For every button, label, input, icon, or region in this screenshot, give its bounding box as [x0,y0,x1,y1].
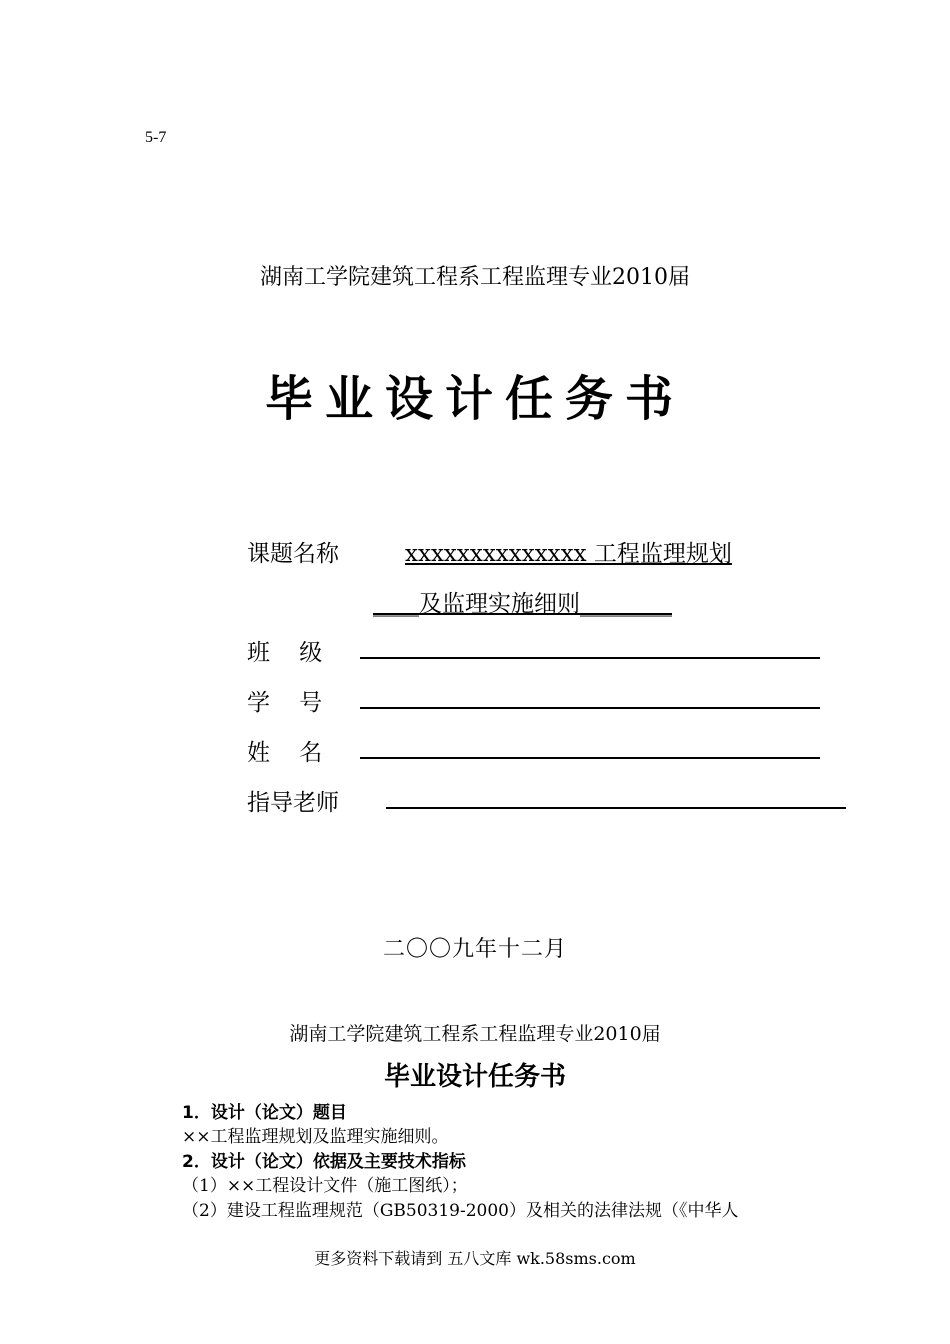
class-blank-line [360,657,820,659]
cover-header: 湖南工学院建筑工程系工程监理专业2010届 [260,265,690,290]
class-label: 班 级 [247,640,323,666]
section2-heading: 2．设计（论文）依据及主要技术指标 [182,1152,466,1172]
section2-item2: （2）建设工程监理规范（GB50319-2000）及相关的法律法规（《中华人 [182,1201,739,1221]
page-code: 5-7 [145,129,167,146]
content-title: 毕业设计任务书 [383,1062,566,1092]
topic-label: 课题名称 [247,541,339,567]
advisor-label: 指导老师 [247,790,339,816]
student-id-blank-line [360,707,820,709]
advisor-blank-line [386,807,846,809]
section2-item1: （1）××工程设计文件（施工图纸）； [182,1176,468,1196]
name-blank-line [360,757,820,759]
footer-text: 更多资料下载请到 五八文库 wk.58sms.com [314,1249,636,1268]
topic-value-line1: xxxxxxxxxxxxxx 工程监理规划 [405,541,732,567]
name-label: 姓 名 [247,740,323,766]
cover-title: 毕业设计任务书 [264,371,685,427]
student-id-label: 学 号 [247,690,323,716]
section1-text: ××工程监理规划及监理实施细则。 [182,1127,449,1147]
topic-value-line2: ____及监理实施细则________ [373,591,672,617]
section1-heading: 1．设计（论文）题目 [182,1103,347,1123]
content-header: 湖南工学院建筑工程系工程监理专业2010届 [289,1023,661,1045]
cover-date: 二〇〇九年十二月 [382,937,567,962]
